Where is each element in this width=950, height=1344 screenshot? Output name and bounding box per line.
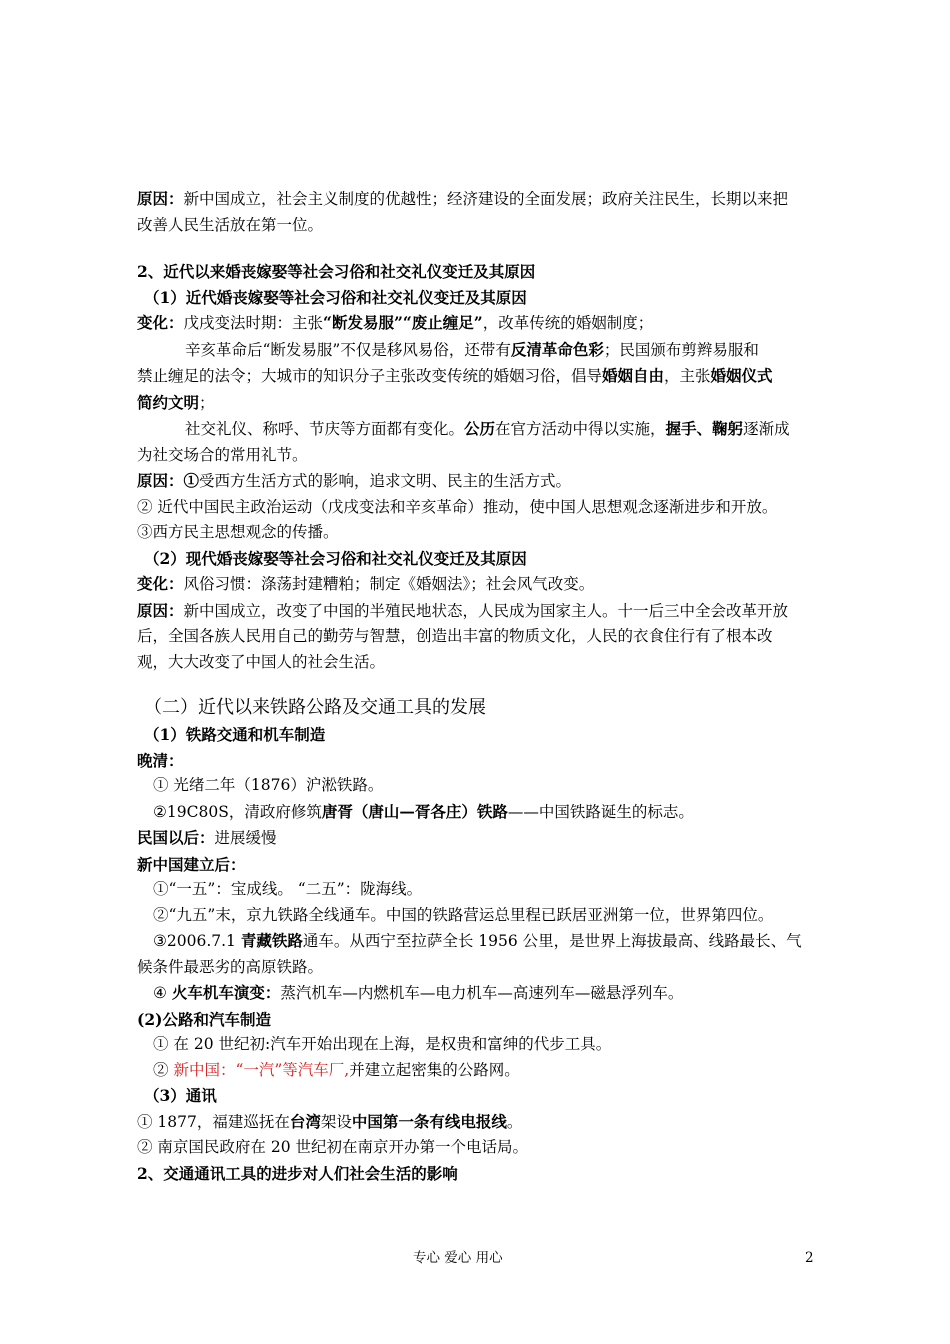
page-content <box>137 186 817 1186</box>
text: 社交礼仪、称呼、节庆等方面都有变化。 <box>185 420 465 438</box>
xinhai-line-3 <box>137 390 817 417</box>
spacer <box>137 675 817 694</box>
section-heading-2: 2、近代以来婚丧嫁娶等社会习俗和社交礼仪变迁及其原因 <box>137 262 536 281</box>
bold-text: 握手、鞠躬 <box>665 419 744 438</box>
text: 戊戌变法时期：主张 <box>183 314 324 332</box>
text: ②19C80S，清政府修筑 <box>153 802 322 821</box>
minguo-line <box>137 825 817 852</box>
bold-text: 台湾 <box>289 1111 321 1131</box>
bold-text: 火车机车演变： <box>171 983 281 1002</box>
label-reason: 原因： <box>137 189 184 208</box>
text: 禁止缠足的法令；大城市的知识分子主张改变传统的婚姻习俗，倡导 <box>137 367 603 385</box>
section-heading-er: （二）近代以来铁路公路及交通工具的发展 <box>144 697 486 718</box>
rail-item-1: ① 光绪二年（1876）沪淞铁路。 <box>153 776 384 794</box>
comm-item-2: ② 南京国民政府在 20 世纪初在南京开办第一个电话局。 <box>137 1138 529 1156</box>
bold-text: 婚姻自由 <box>602 366 665 385</box>
road-item-1: ① 在 20 世纪初:汽车开始出现在上海，是权贵和富绅的代步工具。 <box>153 1035 612 1053</box>
rail-new-item-3 <box>137 928 817 955</box>
rail-new-item-4 <box>137 980 817 1007</box>
rail-item-2 <box>137 799 817 826</box>
reason-line-2: ② 近代中国民主政治运动（戊戌变法和辛亥革命）推动，使中国人思想观念逐渐进步和开放。 <box>137 497 778 516</box>
bold-text: 公历 <box>464 419 496 438</box>
text: 架设 <box>320 1112 352 1131</box>
text: ；民国颁布剪辫易服和 <box>603 340 759 359</box>
comm-item-1 <box>137 1109 817 1136</box>
red-text: 新中国：“一汽”等汽车厂, <box>173 1060 350 1079</box>
modern-reason-line-1 <box>137 598 817 625</box>
social-line-1 <box>137 416 817 443</box>
section-heading-3: 2、交通通讯工具的进步对人们社会生活的影响 <box>137 1163 458 1183</box>
text: ，改革传统的婚姻制度； <box>482 314 654 332</box>
bold-text: 反清革命色彩 <box>510 339 604 359</box>
label-reason: 原因： <box>137 600 184 620</box>
text: ——中国铁路诞生的标志。 <box>507 802 694 821</box>
late-qing-label: 晚清： <box>137 750 184 770</box>
text: 逐渐成 <box>743 420 790 438</box>
text: ① 1877，福建巡抚在 <box>137 1112 290 1131</box>
bold-text: 唐胥（唐山—胥各庄）铁路 <box>321 801 508 821</box>
modern-reason-line-2: 后，全国各族人民用自己的勤劳与智慧，创造出丰富的物质文化，人民的衣食住行有了根本改 <box>137 627 773 645</box>
xinhai-line-1 <box>137 337 817 364</box>
bold-text: ① <box>183 471 200 490</box>
bold-text: “断发易服”“废止缠足” <box>323 313 483 332</box>
text: 通车。从西宁至拉萨全长 1956 公里，是世界上海拔最高、线路最长、气 <box>302 932 802 950</box>
footer-motto: 专心 爱心 用心 <box>413 1250 503 1266</box>
rail-heading: （1）铁路交通和机车制造 <box>144 725 326 744</box>
road-heading: (2)公路和汽车制造 <box>137 1009 271 1029</box>
page-number: 2 <box>805 1250 814 1266</box>
label-reason: 原因： <box>137 471 184 490</box>
text: 。 <box>506 1112 523 1131</box>
new-china-label: 新中国建立后： <box>137 854 246 874</box>
text: 受西方生活方式的影响，追求文明、民主的生活方式。 <box>199 472 572 490</box>
label-change: 变化： <box>137 574 184 593</box>
modern-change-line <box>137 571 817 598</box>
bold-text: 中国第一条有线电报线 <box>351 1111 507 1131</box>
paragraph-reason <box>137 186 817 213</box>
social-line-2: 为社交场合的常用礼节。 <box>137 445 308 464</box>
label-minguo: 民国以后： <box>137 828 215 847</box>
reason-line-1 <box>137 468 817 495</box>
text: 辛亥革命后“断发易服”不仅是移风易俗，还带有 <box>185 340 511 359</box>
label-change: 变化： <box>137 313 184 332</box>
text: ； <box>199 393 215 412</box>
text: ，主张 <box>664 367 711 385</box>
comm-heading: （3）通讯 <box>144 1086 217 1105</box>
text: 新中国成立，社会主义制度的优越性；经济建设的全面发展；政府关注民生，长期以来把 <box>183 190 789 208</box>
xinhai-line-2 <box>137 363 817 390</box>
text: 蒸汽机车—内燃机车—电力机车—高速列车—磁悬浮列车。 <box>280 984 684 1002</box>
text: ③2006.7.1 <box>153 932 241 950</box>
rail-new-item-2: ②“九五”末，京九铁路全线通车。中国的铁路营运总里程已跃居亚洲第一位，世界第四位。 <box>153 905 774 924</box>
text: 风俗习惯：涤荡封建糟粕；制定《婚姻法》；社会风气改变。 <box>183 575 595 593</box>
bold-text: 婚姻仪式 <box>710 366 773 385</box>
rail-new-item-1: ①“一五”：宝成线。 “二五”：陇海线。 <box>153 880 423 898</box>
spacer <box>137 238 817 259</box>
text: 并建立起密集的公路网。 <box>349 1060 520 1079</box>
subsection-heading-2: （2）现代婚丧嫁娶等社会习俗和社交礼仪变迁及其原因 <box>144 548 527 568</box>
text: ④ <box>153 984 172 1002</box>
text: 新中国成立，改变了中国的半殖民地状态，人民成为国家主人。十一后三中全会改革开放 <box>183 601 789 620</box>
modern-reason-line-3: 观，大大改变了中国人的社会生活。 <box>137 652 386 671</box>
bold-text: 简约文明 <box>137 392 200 412</box>
reason-line-3: ③西方民主思想观念的传播。 <box>137 523 339 541</box>
road-item-2 <box>137 1058 817 1084</box>
text: 进展缓慢 <box>214 829 277 847</box>
rail-new-item-3-cont: 候条件最恶劣的高原铁路。 <box>137 957 324 976</box>
text: 在官方活动中得以实施， <box>495 420 666 438</box>
text: ② <box>153 1060 174 1079</box>
change-line-1 <box>137 310 817 337</box>
subsection-heading-1: （1）近代婚丧嫁娶等社会习俗和社交礼仪变迁及其原因 <box>144 287 527 307</box>
paragraph-reason-cont: 改善人民生活放在第一位。 <box>137 215 324 234</box>
bold-text: 青藏铁路 <box>240 931 303 950</box>
